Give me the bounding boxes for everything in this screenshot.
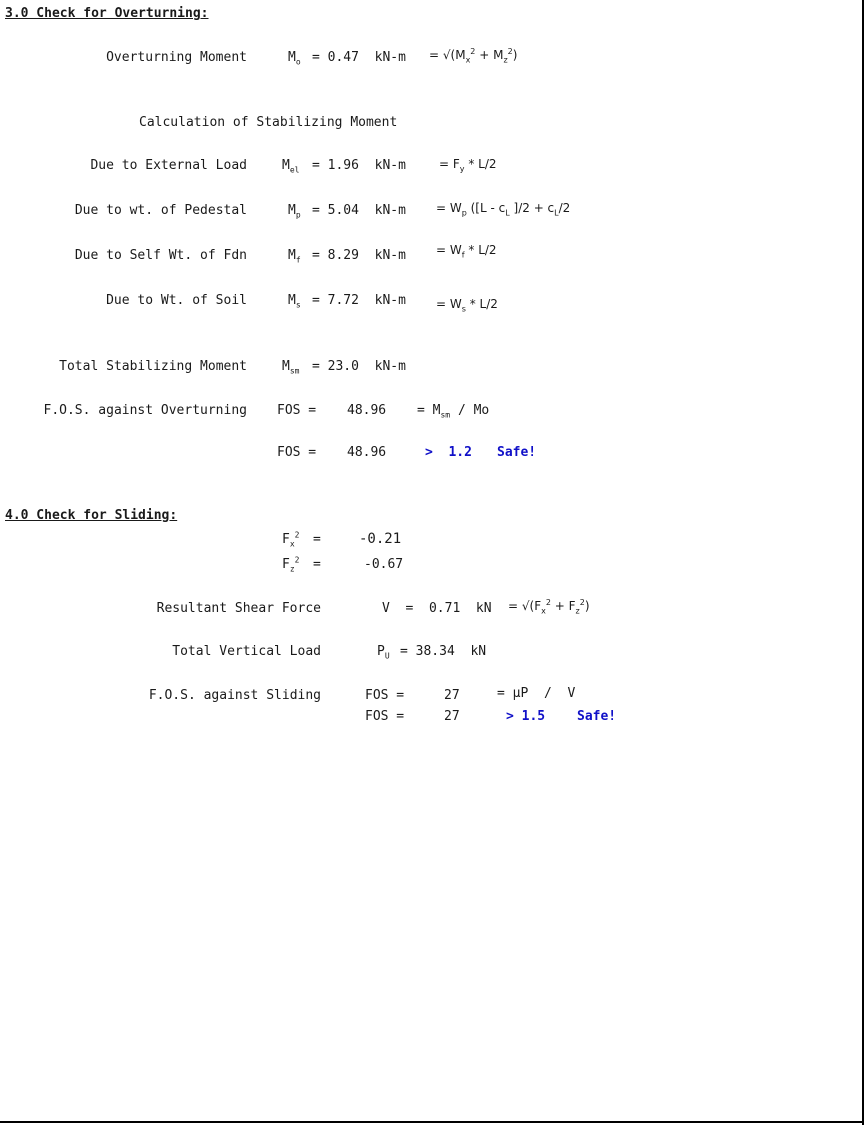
overturning-moment-label: Overturning Moment bbox=[106, 50, 247, 65]
fos-overturning-label: F.O.S. against Overturning bbox=[43, 403, 247, 418]
total-vertical-symbol: $P_U$ bbox=[377, 644, 390, 661]
fos-sliding-fos-label-2: FOS = bbox=[365, 709, 405, 724]
foundation-weight-symbol: $M_f$ bbox=[288, 248, 301, 265]
resultant-shear-value: V = 0.71 kN bbox=[382, 601, 492, 616]
pedestal-value: = 5.04 kN-m bbox=[312, 203, 406, 218]
fos-overturning-limit: > 1.2 bbox=[425, 445, 472, 460]
fos-overturning-fos-label-2: FOS = bbox=[277, 445, 317, 460]
fos-sliding-formula: = μP / V bbox=[497, 686, 576, 701]
fos-overturning-status: Safe! bbox=[497, 445, 537, 460]
external-load-label: Due to External Load bbox=[90, 158, 247, 173]
foundation-weight-label: Due to Self Wt. of Fdn bbox=[74, 248, 247, 263]
total-vertical-value: = 38.34 kN bbox=[400, 644, 487, 659]
fos-sliding-status: Safe! bbox=[577, 709, 617, 724]
resultant-shear-formula: = $√(F_x^2 + F_z^2)$ bbox=[508, 598, 590, 616]
fos-sliding-value-2: 27 bbox=[444, 709, 460, 724]
fx-squared-symbol: $F_x^2$ bbox=[282, 530, 300, 549]
fos-overturning-value-2: 48.96 bbox=[347, 445, 387, 460]
bottom-border bbox=[0, 1121, 864, 1123]
overturning-moment-symbol: $M_o$ bbox=[288, 50, 301, 67]
fos-sliding-value: 27 bbox=[444, 688, 460, 703]
fos-overturning-fos-label: FOS = bbox=[277, 403, 317, 418]
total-stabilizing-symbol: $M_{sm}$ bbox=[282, 359, 300, 376]
fz-squared-value: -0.67 bbox=[364, 557, 404, 572]
fos-sliding-limit: > 1.5 bbox=[506, 709, 546, 724]
foundation-weight-formula: = $W_f * L/2$ bbox=[436, 243, 497, 260]
fz-squared-eq: = bbox=[313, 557, 321, 572]
soil-weight-symbol: $M_s$ bbox=[288, 293, 301, 310]
fx-squared-value: -0.21 bbox=[359, 531, 402, 547]
overturning-moment-value: = 0.47 kN-m bbox=[312, 50, 406, 65]
section-4-heading: 4.0 Check for Sliding: bbox=[5, 508, 178, 523]
pedestal-formula: = $W_p$ ([$L - c_L$ ]$/2 + c_L/2$ bbox=[436, 201, 571, 218]
fos-sliding-fos-label: FOS = bbox=[365, 688, 405, 703]
pedestal-label: Due to wt. of Pedestal bbox=[74, 203, 247, 218]
soil-weight-formula: = $W_s * L/2$ bbox=[436, 297, 498, 314]
total-stabilizing-value: = 23.0 kN-m bbox=[312, 359, 406, 374]
external-load-formula: = $F_y * L/2$ bbox=[439, 157, 497, 174]
stabilizing-moment-heading: Calculation of Stabilizing Moment bbox=[139, 115, 398, 130]
fos-overturning-formula: = $M_{sm}$ / Mo bbox=[417, 403, 490, 420]
fos-sliding-label: F.O.S. against Sliding bbox=[148, 688, 321, 703]
soil-weight-value: = 7.72 kN-m bbox=[312, 293, 406, 308]
total-stabilizing-label: Total Stabilizing Moment bbox=[59, 359, 247, 374]
right-border bbox=[862, 0, 864, 1125]
fz-squared-symbol: $F_z^2$ bbox=[282, 555, 300, 574]
external-load-value: = 1.96 kN-m bbox=[312, 158, 406, 173]
soil-weight-label: Due to Wt. of Soil bbox=[106, 293, 247, 308]
fx-squared-eq: = bbox=[313, 532, 321, 547]
section-3-heading: 3.0 Check for Overturning: bbox=[5, 6, 209, 21]
fos-overturning-value: 48.96 bbox=[347, 403, 387, 418]
resultant-shear-label: Resultant Shear Force bbox=[156, 601, 321, 616]
overturning-moment-formula: = $√(M_x^2 + M_z^2)$ bbox=[429, 47, 518, 65]
external-load-symbol: $M_{el}$ bbox=[282, 158, 300, 175]
total-vertical-label: Total Vertical Load bbox=[172, 644, 321, 659]
pedestal-symbol: $M_p$ bbox=[288, 203, 301, 220]
foundation-weight-value: = 8.29 kN-m bbox=[312, 248, 406, 263]
